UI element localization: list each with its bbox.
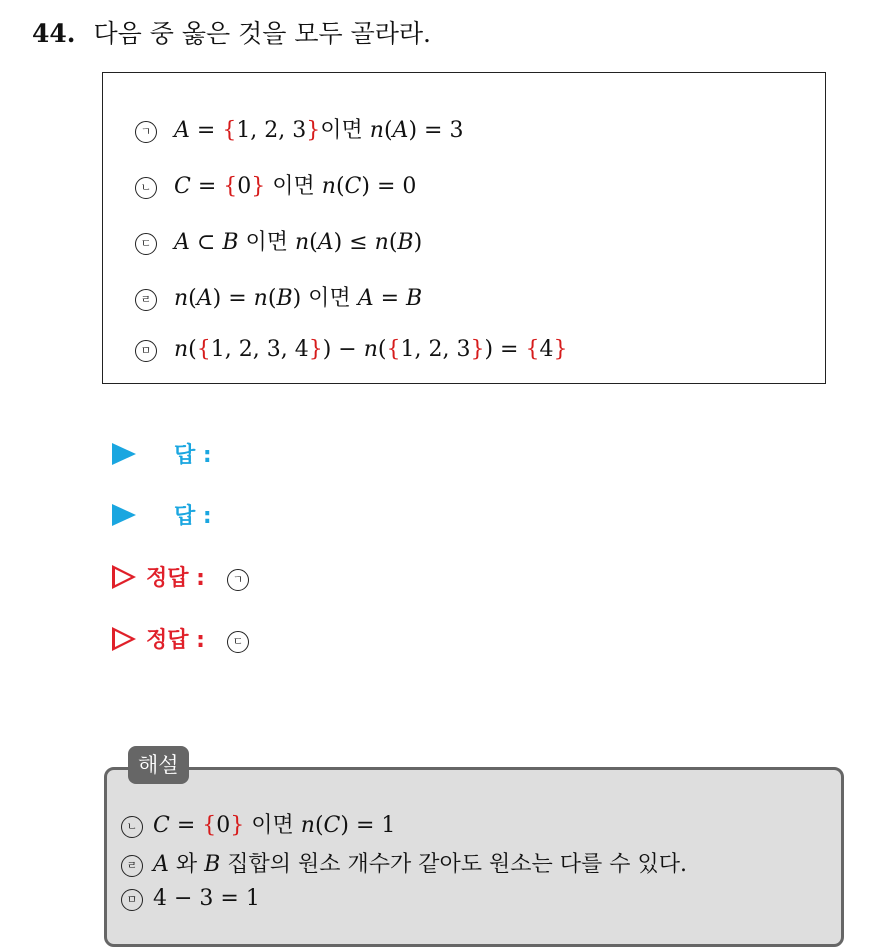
correct-answer-1	[112, 561, 259, 592]
choice-mark-1: ㄱ	[135, 121, 157, 143]
question-header	[32, 14, 431, 50]
choice-text-3: A ⊂ B 이면 n(A) ≤ n(B)	[174, 230, 423, 255]
choice-mark-5: ㅁ	[135, 340, 157, 362]
choice-text-2: C = {0} 이면 n(C) = 0	[174, 174, 417, 199]
explanation-text-2: A 와 B 집합의 원소 개수가 같아도 원소는 다를 수 있다.	[153, 852, 688, 877]
choice-text-4: n(A) = n(B) 이면 A = B	[174, 286, 423, 311]
correct-label-2: 정답 :	[146, 628, 205, 653]
choice-item-1	[135, 113, 463, 144]
answer-label-2: 답 :	[174, 504, 212, 529]
explanation-title: 해설	[128, 746, 189, 784]
explanation-mark-2: ㄹ	[121, 855, 143, 877]
choice-text-1: A = {1, 2, 3}이면 n(A) = 3	[174, 118, 464, 143]
play-arrow-icon	[112, 504, 136, 526]
explanation-text-1: C = {0} 이면 n(C) = 1	[153, 813, 396, 838]
explanation-box	[104, 767, 844, 947]
answer-blank-2[interactable]	[112, 499, 212, 530]
choice-mark-3: ㄷ	[135, 233, 157, 255]
outline-arrow-icon	[112, 627, 136, 651]
choice-item-5	[135, 337, 567, 362]
explanation-line-2	[121, 847, 687, 878]
choice-item-2	[135, 169, 416, 200]
answer-blank-1[interactable]	[112, 438, 212, 469]
explanation-mark-3: ㅁ	[121, 889, 143, 911]
explanation-text-3: 4 − 3 = 1	[153, 886, 260, 911]
correct-value-1: ㄱ	[227, 569, 249, 591]
answer-label-1: 답 :	[174, 443, 212, 468]
outline-arrow-icon	[112, 565, 136, 589]
correct-label-1: 정답 :	[146, 566, 205, 591]
choice-mark-2: ㄴ	[135, 177, 157, 199]
explanation-line-1	[121, 808, 395, 839]
play-arrow-icon	[112, 443, 136, 465]
choices-box	[102, 72, 826, 384]
choice-item-4	[135, 281, 422, 312]
explanation-mark-1: ㄴ	[121, 816, 143, 838]
choice-mark-4: ㄹ	[135, 289, 157, 311]
correct-answer-2	[112, 623, 259, 654]
question-number: 44.	[32, 19, 76, 48]
choice-item-3	[135, 225, 422, 256]
choice-text-5: n({1, 2, 3, 4}) − n({1, 2, 3}) = {4}	[174, 337, 568, 362]
question-text: 다음 중 옳은 것을 모두 골라라.	[93, 19, 431, 48]
explanation-line-3	[121, 886, 260, 911]
correct-value-2: ㄷ	[227, 631, 249, 653]
